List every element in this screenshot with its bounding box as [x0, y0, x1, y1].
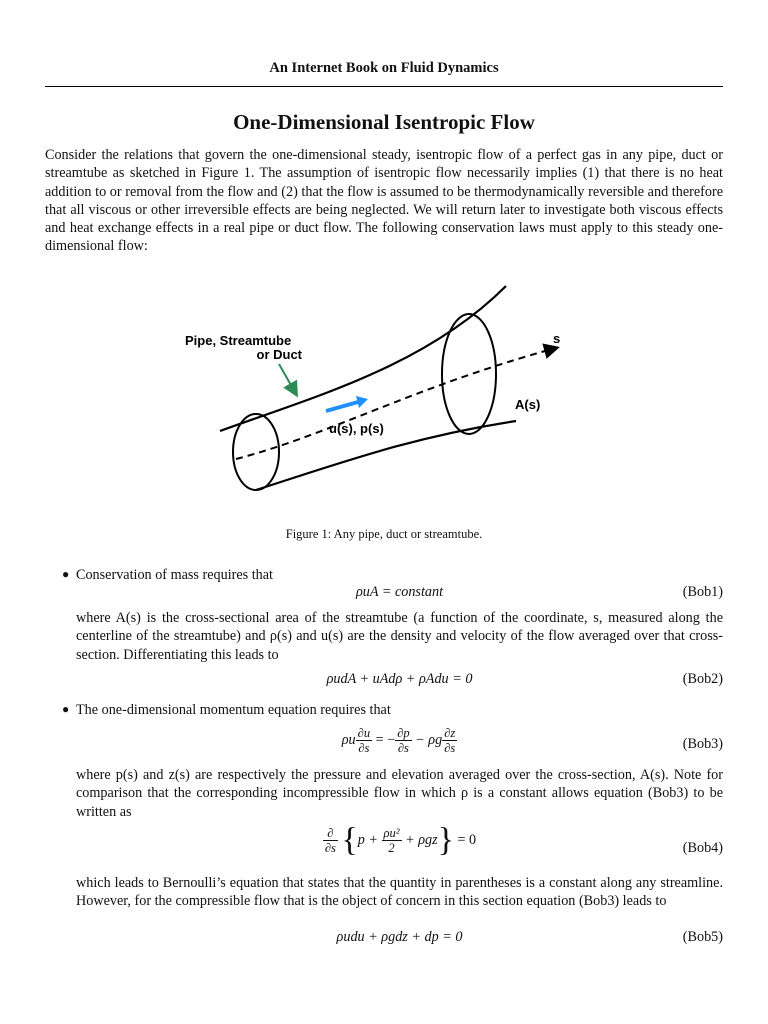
running-head: An Internet Book on Fluid Dynamics — [269, 60, 499, 76]
eq3-lhs: ρu — [341, 731, 356, 748]
outlet-section — [442, 314, 496, 434]
mass-intro: Conservation of mass requires that — [76, 567, 274, 583]
inlet-section — [233, 414, 279, 490]
equation-bob2-expr: ρudA + uAdρ + ρAdu = 0 — [326, 671, 473, 687]
equation-bob3 — [76, 726, 723, 762]
section-title: One-Dimensional Isentropic Flow — [233, 110, 535, 134]
mass-paragraph: where A(s) is the cross-sectional area of the streamtube (a function of the coordinate, s, measured along the centerline of the streamtube) and ρ(s) and u(s) are the density and velocity of the flow averaged over that cross-section. Differentiating this leads to — [76, 610, 723, 663]
equation-bob4-tag: (Bob4) — [682, 840, 723, 856]
momentum-paragraph-1: where p(s) and z(s) are respectively the pressure and elevation averaged over the cross-section, A(s). Note for comparison that the corresponding incompressible flow in which ρ is a constant allows equation (Bob3) to be written as — [76, 767, 723, 820]
velocity-arrow — [326, 402, 358, 411]
eq4-frac1: $\frac{\partial}{\partial s}$ — [324, 826, 336, 855]
bullet-icon: ● — [62, 567, 70, 581]
momentum-paragraph-2: which leads to Bernoulli’s equation that states that the quantity in parentheses is a constant along any streamline. However, for the compressible flow that is the object of concern in this section equation (Bob3) leads to — [76, 875, 723, 910]
equation-bob5 — [76, 929, 723, 957]
eq3-frac2: $\frac{\partial p}{\partial s}$ — [397, 726, 410, 755]
eq3-equals: = − — [375, 731, 396, 748]
eq3-frac3: $\frac{\partial z}{\partial s}$ — [444, 726, 456, 755]
momentum-intro: The one-dimensional momentum equation requires that — [76, 702, 391, 718]
eq4-close-brace: } — [437, 821, 454, 859]
eq4-frac2: $\frac{\text{ρu²}}{2}$ — [383, 826, 400, 855]
label-pipe-line2: or Duct — [256, 347, 302, 362]
eq4-rhs: = 0 — [457, 831, 477, 848]
equation-bob4 — [76, 821, 723, 866]
eq3-mid: − ρg — [415, 731, 443, 748]
eq4-open-brace: { — [341, 821, 358, 859]
label-pipe-line1: Pipe, Streamtube — [185, 333, 292, 348]
eq4-p: p + — [357, 831, 378, 848]
mass-conservation-item — [62, 567, 723, 697]
bullet-icon: ● — [62, 702, 70, 716]
figure-streamtube — [176, 276, 596, 512]
velocity-arrowhead — [356, 396, 368, 408]
label-area: A(s) — [515, 397, 541, 412]
eq3-frac1: $\frac{\partial u}{\partial s}$ — [357, 726, 371, 755]
pointer-arrow — [279, 364, 296, 394]
eq4-tail: + ρgz — [405, 831, 438, 848]
label-s: s — [553, 331, 561, 346]
equation-bob2 — [76, 671, 723, 699]
figure-caption: Figure 1: Any pipe, duct or streamtube. — [285, 527, 483, 541]
centerline-s — [236, 348, 556, 459]
label-velocity-pressure: u(s), p(s) — [329, 421, 384, 436]
momentum-item — [62, 702, 723, 947]
intro-paragraph: Consider the relations that govern the one-dimensional steady, isentropic flow of a perfect gas in any pipe, duct or streamtube as sketched in Figure 1. The assumption of isentropic flow necessarily implies (1) that there is no heat addition to or removal from the flow and (2) that the flow is assumed to be thermodynamically reversible and therefore that all viscous or other irreversible effects are being neglected. We will return later to investigate both viscous effects and heat exchange effects in a real pipe or duct flow. The following conservation laws must apply to this steady one-dimensional flow: — [45, 147, 723, 255]
equation-bob5-tag: (Bob5) — [682, 929, 723, 945]
equation-bob1-tag: (Bob1) — [682, 584, 723, 600]
equation-bob1-expr: ρuA = constant — [355, 584, 444, 600]
equation-bob5-expr: ρudu + ρgdz + dp = 0 — [336, 929, 463, 945]
header-rule — [45, 86, 723, 87]
equation-bob3-expr — [76, 726, 723, 755]
equation-bob3-tag: (Bob3) — [682, 736, 723, 752]
equation-bob4-expr — [76, 821, 723, 859]
equation-bob2-tag: (Bob2) — [682, 671, 723, 687]
equation-bob1 — [76, 584, 723, 612]
